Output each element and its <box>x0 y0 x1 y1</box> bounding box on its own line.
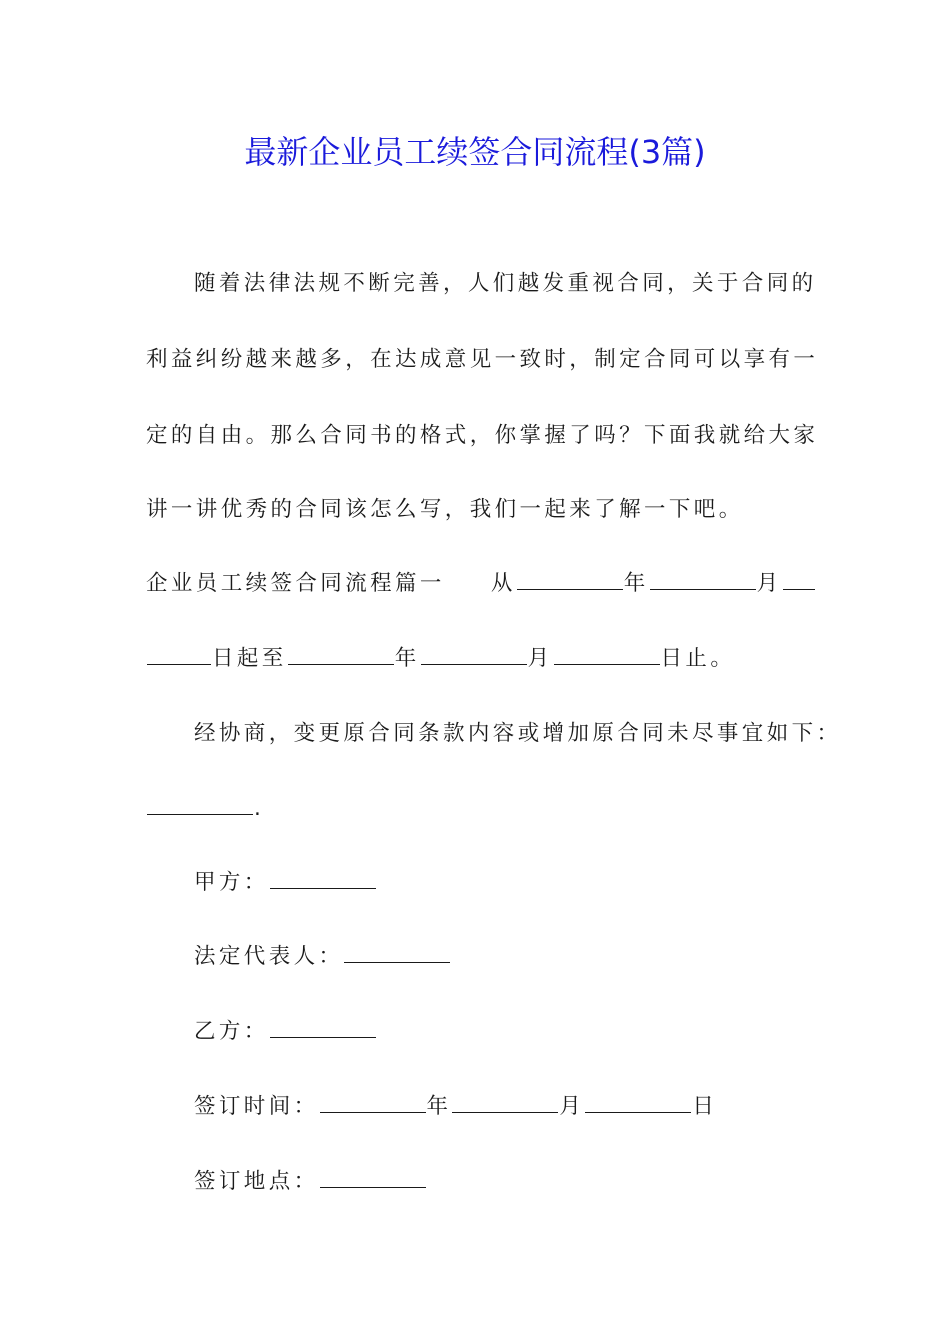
party-a-label: 甲方： <box>194 870 269 895</box>
intro-line-2: 利益纠纷越来越多，在达成意见一致时，制定合同可以享有一 <box>146 347 819 372</box>
sign-month-blank[interactable] <box>452 1092 558 1113</box>
intro-line-1: 随着法律法规不断完善，人们越发重视合同，关于合同的 <box>194 271 817 296</box>
negotiation-blank-line <box>146 793 826 825</box>
month-blank[interactable] <box>650 569 756 590</box>
party-b-label: 乙方： <box>194 1019 269 1044</box>
section-heading: 企业员工续签合同流程篇一 <box>146 571 445 596</box>
sign-day-blank[interactable] <box>585 1092 691 1113</box>
period-line-2 <box>146 643 826 675</box>
sign-place-label: 签订地点： <box>194 1169 319 1194</box>
end-label: 日止。 <box>660 646 736 671</box>
negotiation-text: 经协商，变更原合同条款内容或增加原合同未尽事宜如下： <box>194 721 842 746</box>
sign-time-label: 签订时间： <box>194 1094 319 1119</box>
end-day-blank[interactable] <box>554 644 660 665</box>
sign-time-line <box>194 1091 874 1123</box>
negotiation-blank[interactable] <box>147 794 253 815</box>
period-line-1 <box>146 568 826 600</box>
legal-rep-line <box>194 941 874 973</box>
sign-month-label: 月 <box>559 1094 585 1119</box>
sign-year-label: 年 <box>426 1094 452 1119</box>
party-a-line <box>194 867 874 899</box>
day-from-to-label: 日起至 <box>212 646 287 671</box>
intro-line-3: 定的自由。那么合同书的格式，你掌握了吗？下面我就给大家 <box>146 423 819 448</box>
party-b-line <box>194 1016 874 1048</box>
negotiation-end: . <box>254 796 265 821</box>
intro-line-4: 讲一讲优秀的合同该怎么写，我们一起来了解一下吧。 <box>146 497 744 522</box>
document-title: 最新企业员工续签合同流程(3篇) <box>244 133 706 171</box>
party-b-blank[interactable] <box>270 1017 376 1038</box>
end-month-blank[interactable] <box>421 644 527 665</box>
end-year-blank[interactable] <box>288 644 394 665</box>
sign-year-blank[interactable] <box>320 1092 426 1113</box>
from-label: 从 <box>490 571 516 596</box>
legal-rep-blank[interactable] <box>344 942 450 963</box>
day-blank-part-2[interactable] <box>147 644 211 665</box>
legal-rep-label: 法定代表人： <box>194 944 344 969</box>
day-blank-part-1[interactable] <box>783 569 815 590</box>
sign-day-label: 日 <box>692 1094 718 1119</box>
month-label: 月 <box>756 571 782 596</box>
end-month-label: 月 <box>527 646 553 671</box>
year-blank[interactable] <box>517 569 623 590</box>
sign-place-blank[interactable] <box>320 1167 426 1188</box>
sign-place-line <box>194 1166 874 1198</box>
year-label: 年 <box>623 571 649 596</box>
party-a-blank[interactable] <box>270 868 376 889</box>
end-year-label: 年 <box>394 646 420 671</box>
